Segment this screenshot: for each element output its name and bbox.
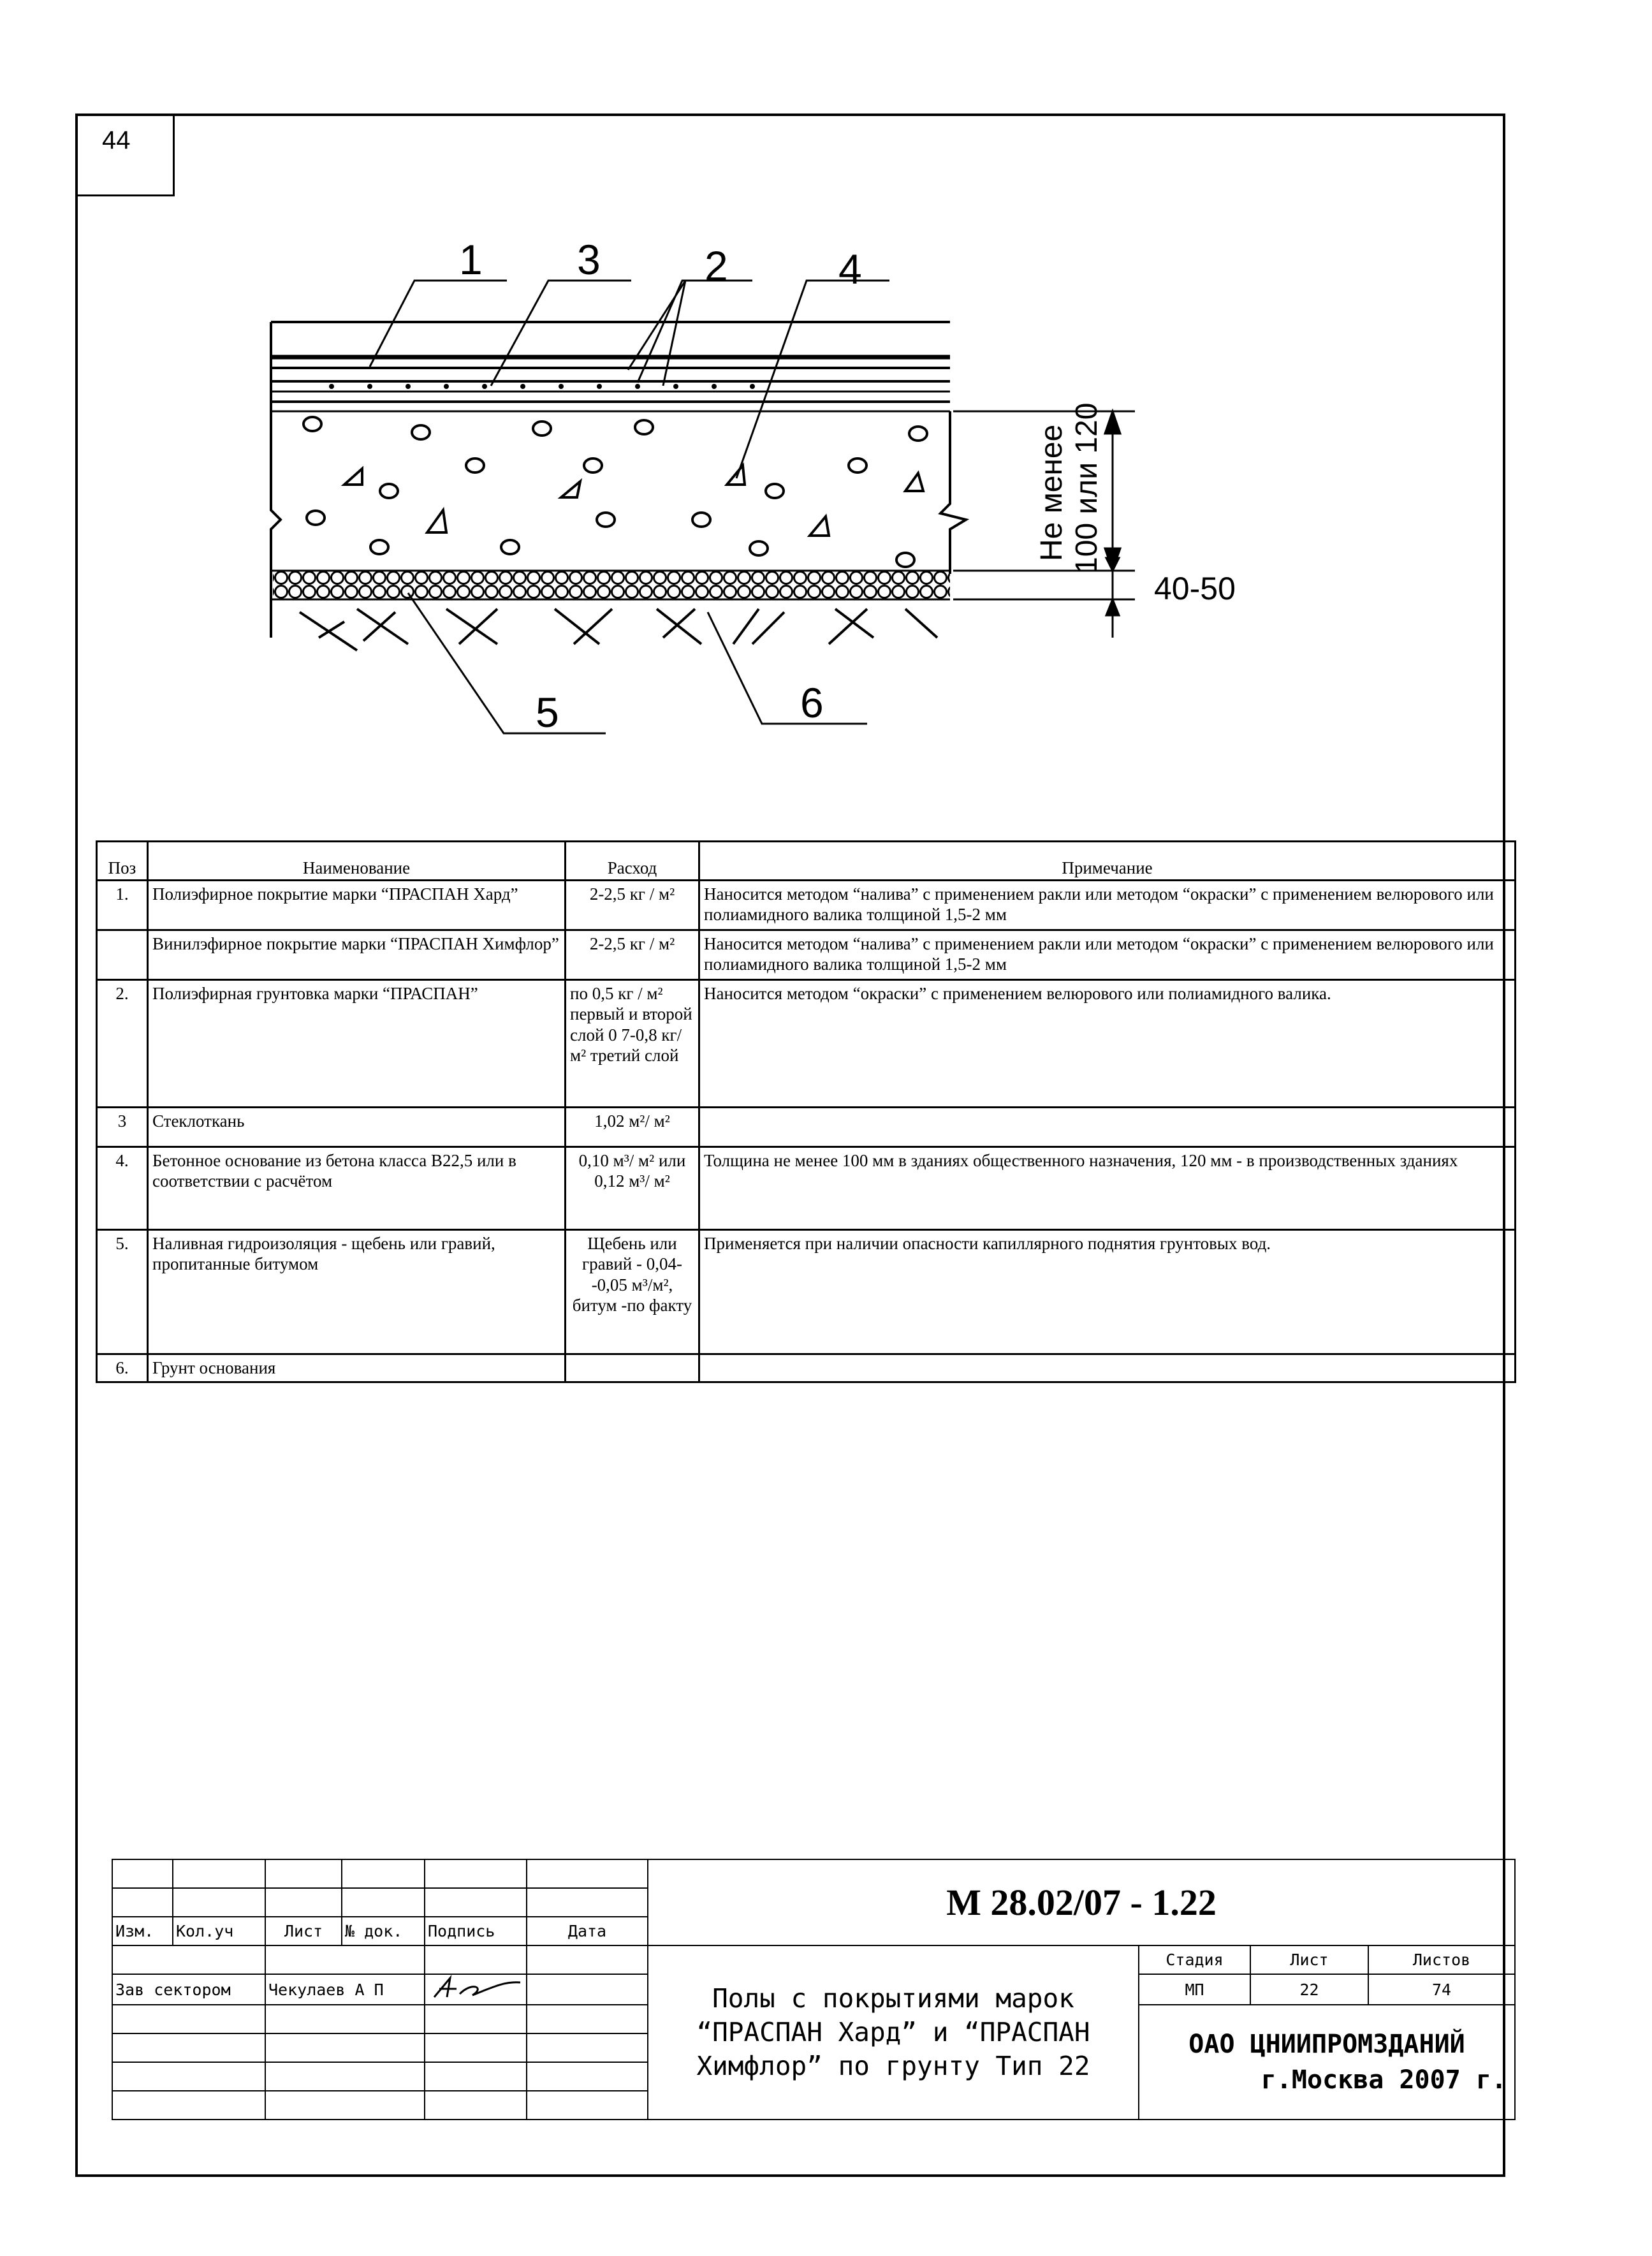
row-note: Применяется при наличии опасности капиллярного поднятия грунтовых вод. [699,1230,1516,1354]
signature-mark [428,1975,523,2000]
row-note [699,1354,1516,1382]
coating-layers [271,322,950,411]
col-kol: Кол.уч [173,1917,265,1945]
row-usage: Щебень или гравий - 0,04- -0,05 м³/м², битум -по факту [566,1230,699,1354]
ground-hatching [300,609,937,650]
col-sign: Подпись [425,1917,527,1945]
row-usage: по 0,5 кг / м² первый и второй слой 0 7-0,8 кг/м² третий слой [566,980,699,1108]
stage-value: МП [1139,1974,1250,2005]
signer-role: Зав сектором [112,1974,265,2005]
table-header [97,842,1516,881]
sheet-label: Лист [1250,1945,1368,1974]
row-note: Толщина не менее 100 мм в зданиях общественного назначения, 120 мм - в производственных зданиях [699,1147,1516,1230]
sheet-value: 22 [1250,1974,1368,2005]
row-name: Стеклоткань [148,1108,566,1147]
gravel-base [273,571,950,599]
row-note: Наносится методом “окраски” с применением велюрового или полиамидного валика. [699,980,1516,1108]
page-number: 44 [75,114,175,196]
header-note: Примечание [699,842,1516,881]
row-name: Полиэфирная грунтовка марки “ПРАСПАН” [148,980,566,1108]
row-pos: 1. [97,881,148,930]
header-pos: Поз [97,842,148,881]
table-row [97,930,1516,980]
table-row [97,1147,1516,1230]
callout-6: 6 [800,679,824,726]
drawing-title: Полы с покрытиями марок “ПРАСПАН Хард” и “ПРАСПАН Химфлор” по грунту Тип 22 [648,1945,1139,2120]
table-row [97,980,1516,1108]
stage-label: Стадия [1139,1945,1250,1974]
concrete-aggregate [303,417,927,567]
callout-1: 1 [459,236,483,283]
row-pos: 4. [97,1147,148,1230]
table-row [97,1230,1516,1354]
col-doc: № док. [342,1917,425,1945]
callout-4: 4 [838,245,862,293]
header-usage: Расход [566,842,699,881]
row-pos: 2. [97,980,148,1108]
sheets-label: Листов [1368,1945,1515,1974]
sheets-value: 74 [1368,1974,1515,2005]
row-name: Винилэфирное покрытие марки “ПРАСПАН Химфлор” [148,930,566,980]
callout-5: 5 [536,689,559,736]
row-note [699,1108,1516,1147]
row-note: Наносится методом “налива” с применением ракли или методом “окраски” с применением велюрового или полиамидного валика толщиной 1,5-2 мм [699,881,1516,930]
dimension-main-text: Не менее [1035,424,1069,561]
row-name: Полиэфирное покрытие марки “ПРАСПАН Хард” [148,881,566,930]
document-code: М 28.02/07 - 1.22 [648,1859,1515,1945]
table-row [97,881,1516,930]
table-row [97,1108,1516,1147]
concrete-break-right [940,411,966,574]
row-note: Наносится методом “налива” с применением ракли или методом “окраски” с применением велюрового или полиамидного валика толщиной 1,5-2 мм [699,930,1516,980]
row-usage: 1,02 м²/ м² [566,1108,699,1147]
row-pos [97,930,148,980]
leader-lines [370,281,889,733]
callout-2: 2 [705,242,728,289]
col-izm: Изм. [112,1917,173,1945]
row-usage: 0,10 м³/ м² или 0,12 м³/ м² [566,1147,699,1230]
row-pos: 3 [97,1108,148,1147]
dimension-base-text: 40-50 [1154,571,1236,606]
row-usage [566,1354,699,1382]
organization-name: ОАО ЦНИИПРОМЗДАНИЙ [1188,2030,1465,2059]
header-name: Наименование [148,842,566,881]
signer-name: Чекулаев А П [265,1974,425,2005]
col-list: Лист [265,1917,342,1945]
signature [425,1974,527,2005]
specification-table [96,840,1516,1383]
row-usage: 2-2,5 кг / м² [566,930,699,980]
title-block [112,1859,1516,2120]
organization-city: г.Москва 2007 г. [1261,2065,1507,2095]
row-pos: 5. [97,1230,148,1354]
row-usage: 2-2,5 кг / м² [566,881,699,930]
row-pos: 6. [97,1354,148,1382]
floor-section-drawing [0,0,1652,829]
callout-3: 3 [577,236,601,283]
col-date: Дата [527,1917,648,1945]
row-name: Бетонное основание из бетона класса В22,5 или в соответствии с расчётом [148,1147,566,1230]
organization [1139,2005,1515,2120]
row-name: Грунт основания [148,1354,566,1382]
primer-dots [329,384,755,389]
dimension-main-text-2: 100 или 120 [1070,402,1104,574]
table-row [97,1354,1516,1382]
row-name: Наливная гидроизоляция - щебень или гравий, пропитанные битумом [148,1230,566,1354]
